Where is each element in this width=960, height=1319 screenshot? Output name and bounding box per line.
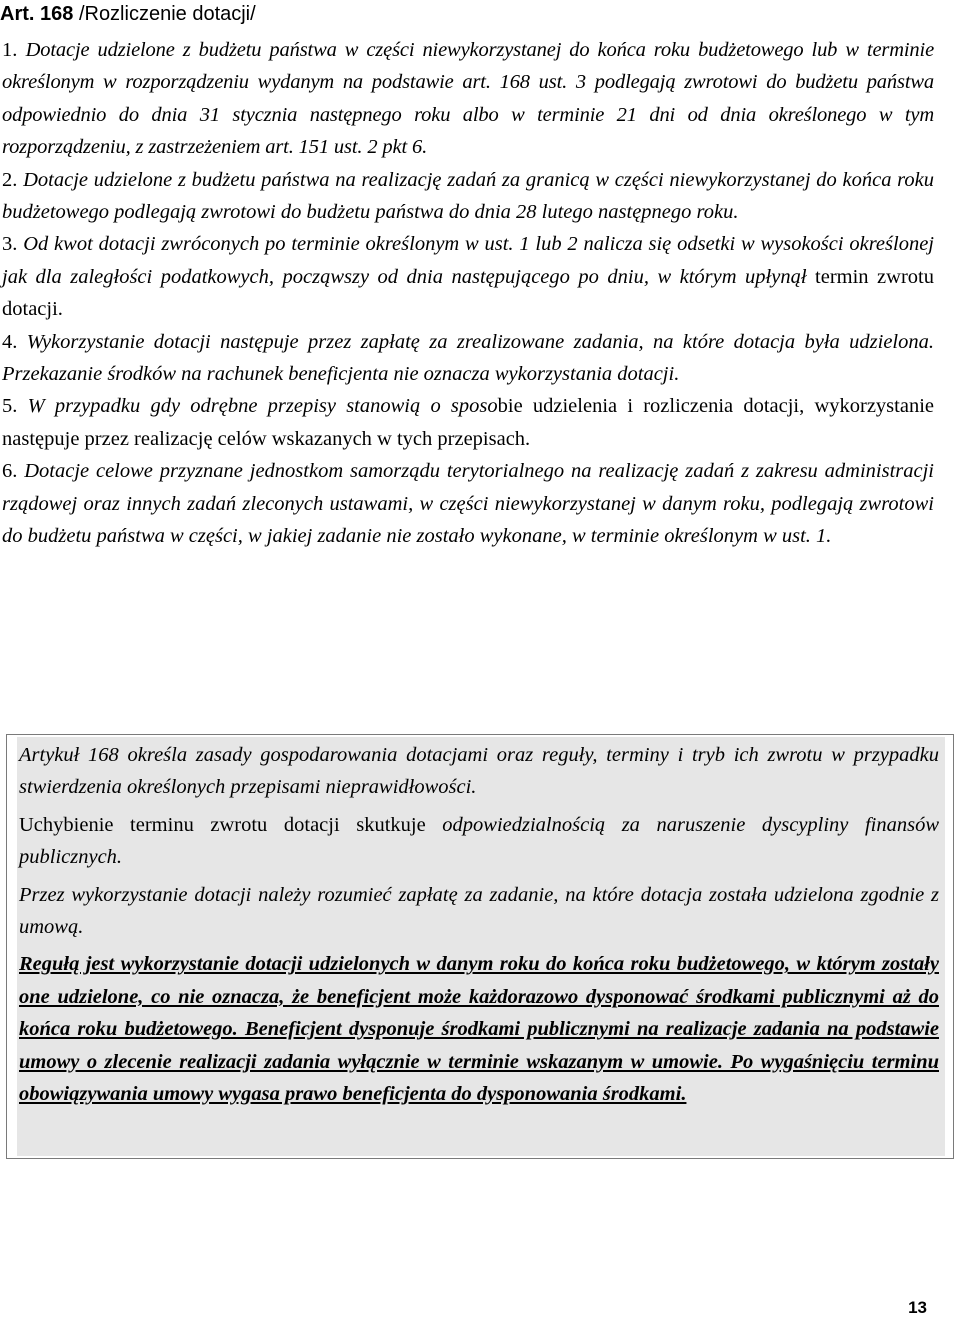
commentary-paragraph-3: Przez wykorzystanie dotacji należy rozumieć zapłatę za zadanie, na które dotacja została udzielona zgodnie z umową. — [19, 883, 939, 939]
paragraph-number: 4. — [2, 330, 18, 353]
commentary-paragraph-2 — [19, 809, 939, 874]
commentary-text — [19, 739, 939, 1115]
paragraph-text: Od kwot dotacji zwróconych po terminie określonym w ust. 1 lub 2 nalicza się odsetki w wysokości określonej jak dla zaległości podatkowych, począwszy od dnia następującego po dniu, w którym upłynął — [2, 233, 935, 288]
paragraph-text: Dotacje udzielone z budżetu państwa w części niewykorzystanej do końca roku budżetowego lub w terminie określonym w rozporządzeniu wydanym na podstawie art. 168 ust. 3 podlegają zwrotowi do budżetu państwa odpowiednio do dnia 31 stycznia następnego roku albo w terminie 21 dni od dnia określonego w tym rozporządzeniu, z zastrzeżeniem art. 151 ust. 2 pkt 6. — [2, 39, 935, 159]
paragraph-2 — [2, 164, 934, 229]
article-title: /Rozliczenie dotacji/ — [78, 3, 256, 25]
page-title — [0, 2, 256, 26]
paragraph-number: 3. — [2, 233, 18, 256]
paragraph-number: 5. — [2, 395, 18, 418]
paragraph-number: 6. — [2, 460, 18, 483]
paragraph-1 — [2, 34, 934, 164]
paragraph-number: 2. — [2, 168, 18, 191]
article-body — [2, 34, 934, 553]
article-number: Art. 168 — [0, 3, 74, 25]
commentary-paragraph-1: Artykuł 168 określa zasady gospodarowania dotacjami oraz reguły, terminy i tryb ich zwrotu w przypadku stwierdzenia określonych przepisami nieprawidłowości. — [19, 744, 939, 799]
paragraph-6 — [2, 455, 934, 552]
commentary-box — [6, 734, 954, 1159]
commentary-text-italic: odpowiedzialnością za naruszenie dyscypliny finansów publicznych. — [19, 813, 940, 869]
paragraph-text-plain: termin zwrotu dotacji. — [2, 265, 934, 321]
commentary-text-plain: Uchybienie terminu zwrotu dotacji skutkuje — [19, 813, 426, 836]
paragraph-text: Dotacje udzielone z budżetu państwa na realizację zadań za granicą w części niewykorzystanej do końca roku budżetowego podlegają zwrotowi do budżetu państwa do dnia 28 lutego następnego roku. — [2, 168, 935, 224]
paragraph-number: 1. — [2, 39, 18, 61]
paragraph-text: Wykorzystanie dotacji następuje przez zapłatę za zrealizowane zadania, na które dotacja była udzielona. Przekazanie środków na rachunek beneficjenta nie oznacza wykorzystania dotacji. — [2, 330, 935, 386]
paragraph-text-plain: bie udzielenia i rozliczenia dotacji, wykorzystanie następuje przez realizację celów wskazanych w tych przepisach. — [2, 395, 934, 450]
paragraph-4 — [2, 326, 934, 391]
commentary-paragraph-4: Regułą jest wykorzystanie dotacji udzielonych w danym roku do końca roku budżetowego, w którym zostały one udzielone, co nie oznacza, że beneficjent może każdorazowo dysponować środkami publicznymi aż do końca roku budżetowego. Beneficjent dysponuje środkami publicznymi na realizacje zadania na podstawie umowy o zlecenie realizacji zadania wyłącznie w terminie wskazanym w umowie. Po wygaśnięciu terminu obowiązywania umowy wygasa prawo beneficjenta do dysponowania środkami. — [19, 953, 939, 1106]
paragraph-5 — [2, 390, 934, 455]
page-number: 13 — [908, 1298, 927, 1317]
paragraph-text: Dotacje celowe przyznane jednostkom samorządu terytorialnego na realizację zadań z zakresu administracji rządowej oraz innych zadań zleconych ustawami, w części niewykorzystanej w danym roku, podlegają zwrotowi do budżetu państwa w części, w jakiej zadanie nie zostało wykonane, w terminie określonym w ust. 1. — [2, 460, 934, 548]
paragraph-3 — [2, 228, 934, 325]
paragraph-text: W przypadku gdy odrębne przepisy stanowią o sposo — [27, 395, 498, 418]
